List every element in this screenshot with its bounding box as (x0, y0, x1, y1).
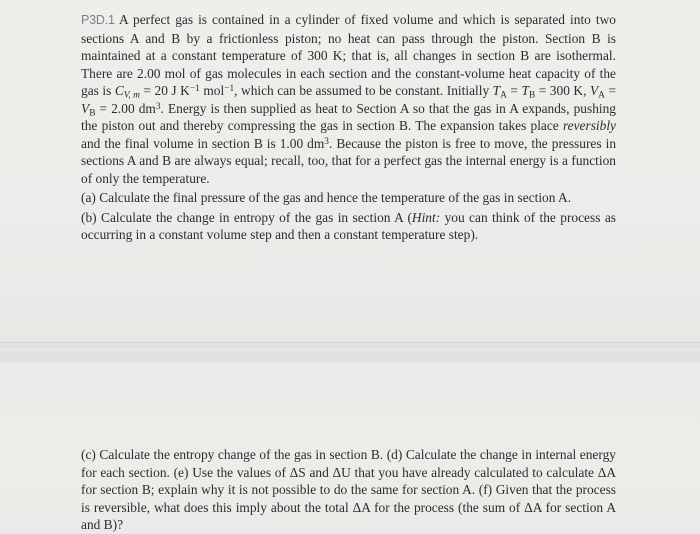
unit-mol: mol (199, 83, 225, 98)
exponent: −1 (224, 83, 235, 94)
text-run: , which can be assumed to be constant. Initially (234, 83, 493, 98)
volume-a-symbol: V (589, 83, 599, 98)
subscript: A (598, 90, 605, 101)
text-run: and the final volume in section B is 1.00 dm (81, 135, 325, 151)
subscript: A (500, 90, 507, 101)
exponent: 3 (324, 136, 329, 147)
heat-capacity-subscript: V, m (123, 90, 140, 101)
exponent: 3 (155, 101, 161, 112)
subscript: B (89, 107, 96, 118)
problem-id: P3D.1 (81, 13, 115, 27)
temp-b-symbol: T (521, 83, 529, 98)
equals: = (506, 83, 522, 98)
hint-label: Hint: (411, 209, 441, 225)
text-run: you can think of the process as occurring in a constant volume step and then a constant temperature step). (81, 209, 616, 242)
heat-capacity-value: = 20 J K (139, 83, 190, 98)
section-divider-band (0, 342, 700, 364)
subscript: B (528, 90, 536, 101)
problem-continuation (81, 446, 616, 534)
emphasis-reversibly: reversibly (562, 118, 616, 133)
exponent: −1 (189, 83, 200, 94)
problem-statement (81, 11, 616, 244)
text-run: . Energy is then supplied as heat to Section A so that the gas in A expands, pushing the piston out and thereby compressing the gas in section B. The expansion takes place (81, 100, 616, 133)
equals: = (604, 83, 616, 98)
parts-c-to-f: (c) Calculate the entropy change of the gas in section B. (d) Calculate the change in internal energy for each section. (e) Use the values of ΔS and ΔU that you have already calculated to calculate ΔA for section B; explain why it is not possible to do the same for section A. (f) Given that the process is reversible, what does this imply about the total ΔA for the process (the sum of ΔA for section A and B)? (81, 447, 616, 532)
problem-paragraph (81, 11, 616, 187)
text-run: . Because the piston is free to move, the pressures in sections A and B are always equal; recall, too, that for a perfect gas the internal energy is a function of only the temperature. (81, 135, 617, 186)
heat-capacity-symbol: C (114, 83, 124, 98)
initial-temperature: = 300 K, (535, 83, 590, 98)
text-run: (b) Calculate the change in entropy of the gas in section A ( (81, 209, 412, 225)
temp-a-symbol: T (492, 83, 501, 98)
volume-b-symbol: V (81, 100, 90, 116)
initial-volume: = 2.00 dm (95, 100, 156, 116)
text-run: A perfect gas is contained in a cylinder of fixed volume and which is separated into two sections A and B by a frictionless piston; no heat can pass through the piston. Section B is maintained at a constant temperature of 300 K; that is, all changes in section B are isothermal. There are 2.00 mol of gas molecules in each section and the constant-volume heat capacity of the gas is (81, 12, 616, 98)
part-b (81, 209, 616, 244)
part-a: (a) Calculate the final pressure of the gas and hence the temperature of the gas in section A. (81, 190, 572, 205)
